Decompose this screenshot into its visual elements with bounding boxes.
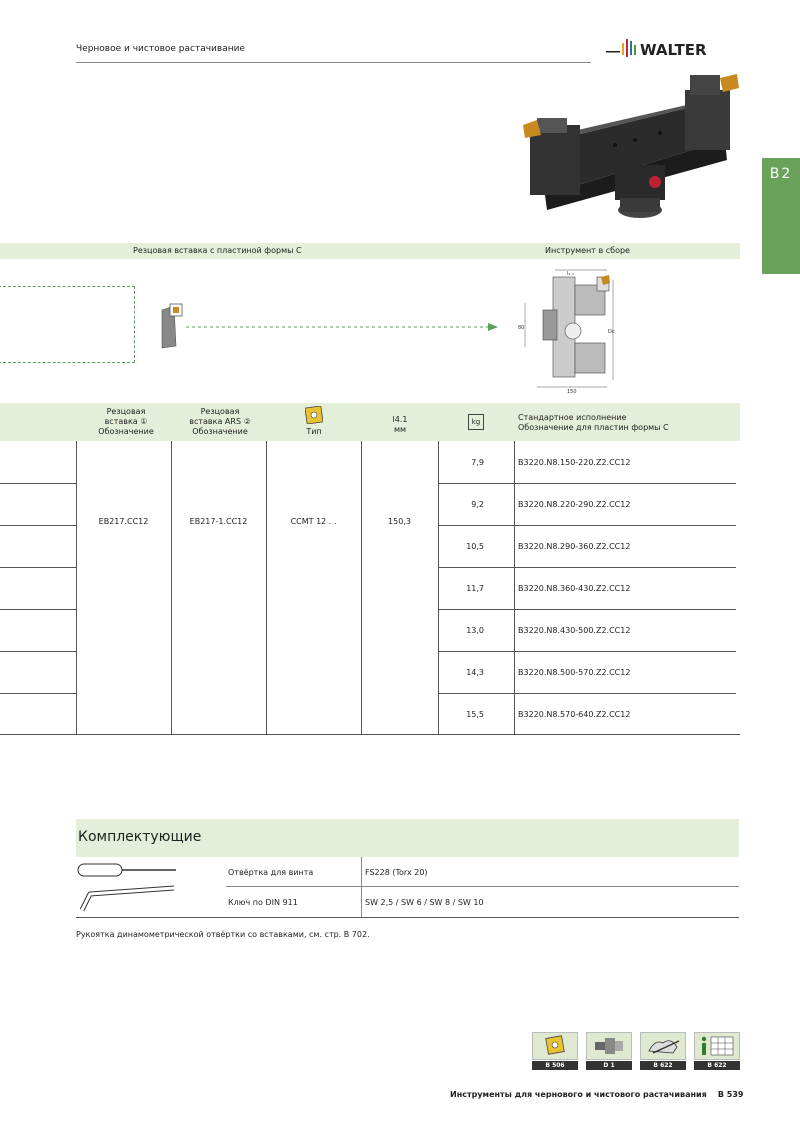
accessories-title: Комплектующие: [78, 829, 202, 845]
page-footer: [450, 1090, 743, 1099]
insert-config-label: Резцовая вставка с пластиной формы С: [133, 246, 302, 255]
ref-link-holder[interactable]: D 1: [586, 1032, 632, 1070]
grid-line: [438, 651, 736, 652]
insert-code: EB217.CC12: [98, 517, 149, 526]
grid-line: [266, 441, 267, 735]
col-l41-header: l4.1 мм: [392, 415, 408, 434]
grid-line: [438, 525, 736, 526]
svg-text:Dc: Dc: [608, 329, 615, 335]
walter-logo: [606, 37, 740, 59]
config-band: [0, 243, 740, 259]
ars-insert-code: EB217-1.CC12: [189, 517, 248, 526]
grid-line: [438, 693, 736, 694]
boring-tool-photo: [515, 70, 745, 230]
insert-type: CCMT 12 . .: [290, 517, 337, 526]
grid-line: [0, 651, 76, 652]
col-insert-header: Резцовая вставка ① Обозначение: [98, 407, 154, 436]
ref-link-info[interactable]: B 622: [694, 1032, 740, 1070]
tools-illustration: [76, 858, 186, 916]
grid-line: [361, 857, 362, 917]
holder-icon: [587, 1033, 631, 1059]
assembly-drawing: [515, 265, 625, 397]
ref-link-insert[interactable]: B 506: [532, 1032, 578, 1070]
grid-line: [361, 441, 362, 735]
grid-line: [0, 525, 76, 526]
col-standard-header: Стандартное исполнение Обозначение для пластин формы С: [518, 413, 669, 432]
svg-text:l₄.₁: l₄.₁: [567, 271, 574, 277]
hex-key-icon: [82, 888, 174, 910]
table-header: [0, 403, 740, 441]
hand-icon: [641, 1033, 685, 1059]
section-tab[interactable]: B2: [762, 158, 800, 274]
screwdriver-icon: [78, 864, 176, 876]
dashed-frame: [0, 286, 135, 363]
grid-line: [0, 734, 740, 735]
insert-and-arrow: [150, 298, 510, 353]
assembly-label: Инструмент в сборе: [545, 246, 630, 255]
grid-line: [0, 609, 76, 610]
svg-text:WALTER: WALTER: [640, 41, 707, 59]
info-table-icon: [695, 1033, 739, 1059]
l41-value: 150,3: [388, 517, 411, 526]
svg-text:150: 150: [567, 389, 577, 395]
grid-line: [438, 609, 736, 610]
ref-link-handling[interactable]: B 622: [640, 1032, 686, 1070]
weight-icon: kg: [468, 414, 484, 430]
page-number: B 539: [717, 1090, 744, 1099]
grid-line: [226, 886, 739, 887]
grid-line: [171, 441, 172, 735]
grid-line: [514, 441, 515, 735]
grid-line: [0, 567, 76, 568]
svg-text:80: 80: [518, 325, 525, 331]
footer-title: Инструменты для чернового и чистового растачивания: [450, 1090, 707, 1099]
footnote: Рукоятка динамометрической отвёртки со вставками, см. стр. B 702.: [76, 930, 370, 939]
page-header-title: Черновое и чистовое растачивание: [76, 44, 245, 54]
insert-type-icon: [305, 406, 323, 424]
grid-line: [0, 483, 76, 484]
grid-line: [438, 483, 736, 484]
accessories-band: [76, 819, 739, 857]
insert-icon: [533, 1033, 577, 1059]
header-divider: [76, 62, 591, 63]
grid-line: [438, 567, 736, 568]
col-ars-header: Резцовая вставка ARS ② Обозначение: [189, 407, 251, 436]
grid-line: [76, 441, 77, 735]
grid-line: [0, 693, 76, 694]
grid-line: [76, 917, 739, 918]
col-type-header: Тип: [306, 427, 322, 436]
